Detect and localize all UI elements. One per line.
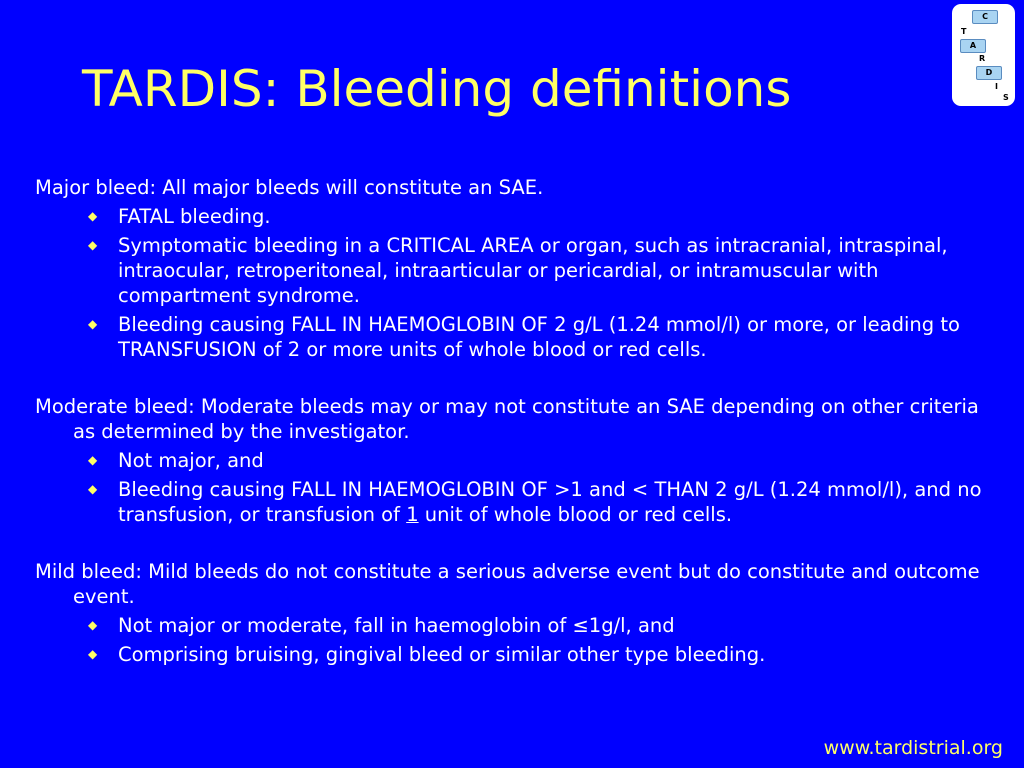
logo-letter-r: R	[979, 54, 986, 63]
section-lead: Mild bleed: Mild bleeds do not constitute a serious adverse event but do constitute and outcome event.	[35, 560, 980, 608]
bullet-text: Not major, and	[118, 449, 264, 472]
slide-title: TARDIS: Bleeding definitions	[82, 60, 792, 118]
logo-letter-d: D	[976, 66, 1002, 80]
underlined-unit-count: 1	[406, 503, 419, 526]
list-item	[35, 613, 995, 638]
footer-url: www.tardistrial.org	[823, 737, 1003, 759]
list-item	[35, 642, 995, 667]
diamond-bullet-icon: ◆	[88, 482, 98, 496]
list-item	[35, 204, 995, 229]
list-item	[35, 233, 995, 308]
list-item	[35, 312, 995, 362]
tardis-logo	[952, 4, 1015, 106]
logo-letter-t: T	[961, 27, 967, 36]
logo-letter-i: I	[995, 82, 998, 91]
bullet-list	[35, 613, 995, 667]
bullet-text: FATAL bleeding.	[118, 205, 271, 228]
bullet-text: Symptomatic bleeding in a CRITICAL AREA or organ, such as intracranial, intraspinal, intraocular, retroperitoneal, intraarticular or pericardial, or intramuscular with compartment syndrome.	[118, 234, 948, 307]
bullet-text: Bleeding causing FALL IN HAEMOGLOBIN OF >1 and < THAN 2 g/L (1.24 mmol/l), and no transfusion, or transfusion of	[118, 478, 982, 526]
bullet-text: Bleeding causing FALL IN HAEMOGLOBIN OF 2 g/L (1.24 mmol/l) or more, or leading to TRANSFUSION of 2 or more units of whole blood or red cells.	[118, 313, 960, 361]
diamond-bullet-icon: ◆	[88, 317, 98, 331]
list-item	[35, 477, 995, 527]
bullet-text: Not major or moderate, fall in haemoglobin of ≤1g/l, and	[118, 614, 675, 637]
logo-letter-c: C	[972, 10, 998, 24]
bullet-text-end: unit of whole blood or red cells.	[418, 503, 733, 526]
logo-letter-s: S	[1003, 93, 1009, 102]
diamond-bullet-icon: ◆	[88, 453, 98, 467]
bullet-list	[35, 448, 995, 527]
diamond-bullet-icon: ◆	[88, 238, 98, 252]
section-major-bleed	[35, 175, 995, 362]
diamond-bullet-icon: ◆	[88, 209, 98, 223]
section-mild-bleed	[35, 559, 995, 667]
bullet-list	[35, 204, 995, 362]
diamond-bullet-icon: ◆	[88, 647, 98, 661]
slide-body	[35, 175, 995, 699]
section-lead: Major bleed: All major bleeds will constitute an SAE.	[35, 176, 544, 199]
section-lead: Moderate bleed: Moderate bleeds may or may not constitute an SAE depending on other criteria as determined by the investigator.	[35, 395, 979, 443]
bullet-text: Comprising bruising, gingival bleed or similar other type bleeding.	[118, 643, 766, 666]
logo-letter-a: A	[960, 39, 986, 53]
diamond-bullet-icon: ◆	[88, 618, 98, 632]
section-moderate-bleed	[35, 394, 995, 527]
list-item	[35, 448, 995, 473]
